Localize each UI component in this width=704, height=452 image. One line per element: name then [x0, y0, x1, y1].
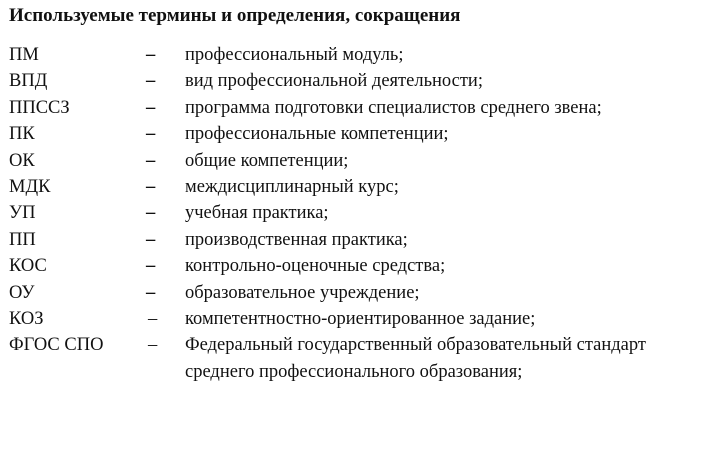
term-row — [9, 227, 699, 253]
term-abbreviation: ПМ — [9, 45, 39, 65]
term-abbreviation: ППССЗ — [9, 97, 70, 118]
term-abbreviation: УП — [9, 203, 36, 224]
term-abbreviation: ФГОС СПО — [9, 335, 104, 356]
term-row — [9, 121, 699, 147]
term-definition: профессиональный модуль; — [185, 45, 404, 65]
term-row — [9, 174, 699, 200]
term-row — [9, 42, 699, 68]
term-dash: – — [146, 124, 156, 145]
term-dash: – — [146, 229, 156, 250]
terms-list — [9, 42, 699, 385]
term-definition: производственная практика; — [185, 229, 408, 250]
term-dash: – — [148, 335, 158, 356]
term-row — [9, 148, 699, 174]
term-abbreviation: МДК — [9, 176, 51, 197]
term-row — [9, 280, 699, 306]
term-row — [9, 332, 699, 385]
term-dash: – — [146, 203, 156, 224]
term-abbreviation: КОЗ — [9, 308, 44, 329]
term-definition: образовательное учреждение; — [185, 282, 420, 303]
term-row — [9, 95, 699, 121]
term-row — [9, 68, 699, 94]
term-definition: контрольно-оценочные средства; — [185, 256, 446, 277]
term-definition: междисциплинарный курс; — [185, 176, 399, 197]
term-dash: – — [146, 176, 156, 197]
term-definition: программа подготовки специалистов среднего звена; — [185, 97, 602, 118]
term-abbreviation: ОК — [9, 150, 35, 171]
term-abbreviation: ПК — [9, 124, 35, 145]
term-definition: учебная практика; — [185, 203, 329, 224]
term-abbreviation: ВПД — [9, 71, 48, 92]
page-title: Используемые термины и определения, сокращения — [9, 5, 461, 26]
term-definition: вид профессиональной деятельности; — [185, 71, 483, 92]
term-definition: профессиональные компетенции; — [185, 124, 449, 145]
term-abbreviation: КОС — [9, 256, 47, 277]
term-dash: – — [146, 97, 156, 118]
term-abbreviation: ПП — [9, 229, 36, 250]
term-dash: – — [148, 308, 158, 329]
term-definition: общие компетенции; — [185, 150, 349, 171]
term-definition: компетентностно-ориентированное задание; — [185, 308, 536, 329]
term-row — [9, 253, 699, 279]
term-abbreviation: ОУ — [9, 282, 35, 303]
term-definition: Федеральный государственный образовательный стандарт среднего профессионального образования; — [185, 335, 646, 382]
term-row — [9, 200, 699, 226]
term-dash: – — [146, 282, 156, 303]
term-dash: – — [146, 256, 156, 277]
term-dash: – — [146, 71, 156, 92]
term-dash: – — [146, 45, 156, 65]
term-dash: – — [146, 150, 156, 171]
term-row — [9, 306, 699, 332]
